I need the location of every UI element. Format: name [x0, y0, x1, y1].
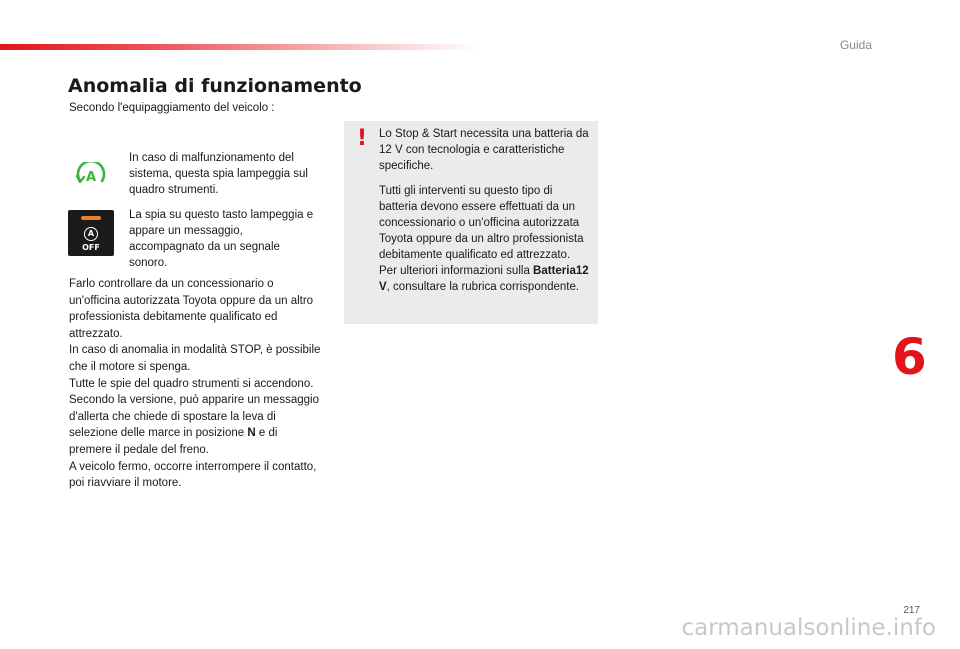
- page-number: 217: [903, 605, 920, 616]
- note-paragraph: Lo Stop & Start necessita una batteria da 12 V con tecnologia e caratteristiche specifiche.: [379, 128, 589, 172]
- battery-reference: Batteria12 V: [379, 265, 589, 293]
- note-box: [344, 121, 598, 324]
- body-paragraph: Secondo la versione, può apparire un messaggio d'allerta che chiede di spostare la leva di selezione delle marce in posizione N e di premere il pedale del freno.: [69, 394, 319, 456]
- watermark: carmanualsonline.info: [681, 615, 936, 641]
- warning-lamp-description: In caso di malfunzionamento del sistema, questa spia lampeggia sul quadro strumenti.: [129, 152, 308, 196]
- note-paragraph: Per ulteriori informazioni sulla Batteria12 V, consultare la rubrica corrispondente.: [379, 265, 589, 293]
- body-text: [69, 276, 321, 492]
- body-paragraph: Tutte le spie del quadro strumenti si accendono.: [69, 377, 314, 390]
- page-title: Anomalia di funzionamento: [68, 75, 362, 97]
- exclamation-icon: !: [357, 126, 368, 151]
- body-paragraph: A veicolo fermo, occorre interrompere il contatto, poi riavviare il motore.: [69, 460, 317, 490]
- section-label: Guida: [839, 38, 872, 52]
- chapter-number: 6: [892, 328, 927, 386]
- button-symbol: A: [84, 227, 98, 241]
- body-paragraph: Farlo controllare da un concessionario o un'officina autorizzata Toyota oppure da un altro professionista debitamente qualificato ed attrezzato.: [69, 278, 314, 340]
- button-off-label: OFF: [82, 243, 100, 252]
- stop-start-off-button-icon: [68, 210, 114, 256]
- intro-text: Secondo l'equipaggiamento del veicolo :: [69, 102, 275, 114]
- off-button-description: La spia su questo tasto lampeggia e appare un messaggio, accompagnato da un segnale sonoro.: [129, 209, 314, 269]
- body-paragraph: In caso di anomalia in modalità STOP, è possibile che il motore si spenga.: [69, 344, 321, 373]
- note-text: [379, 126, 593, 295]
- header-accent-bar: [0, 44, 480, 50]
- button-led-indicator: [81, 216, 101, 220]
- note-paragraph: Tutti gli interventi su questo tipo di batteria devono essere effettuati da un concessionario o un'officina autorizzata Toyota oppure da un altro professionista debitamente qualificato ed attrezzato.: [379, 185, 584, 261]
- warning-lamp-letter: A: [85, 170, 97, 185]
- gear-position-n: N: [247, 427, 256, 440]
- stop-start-warning-lamp-icon: [74, 162, 108, 188]
